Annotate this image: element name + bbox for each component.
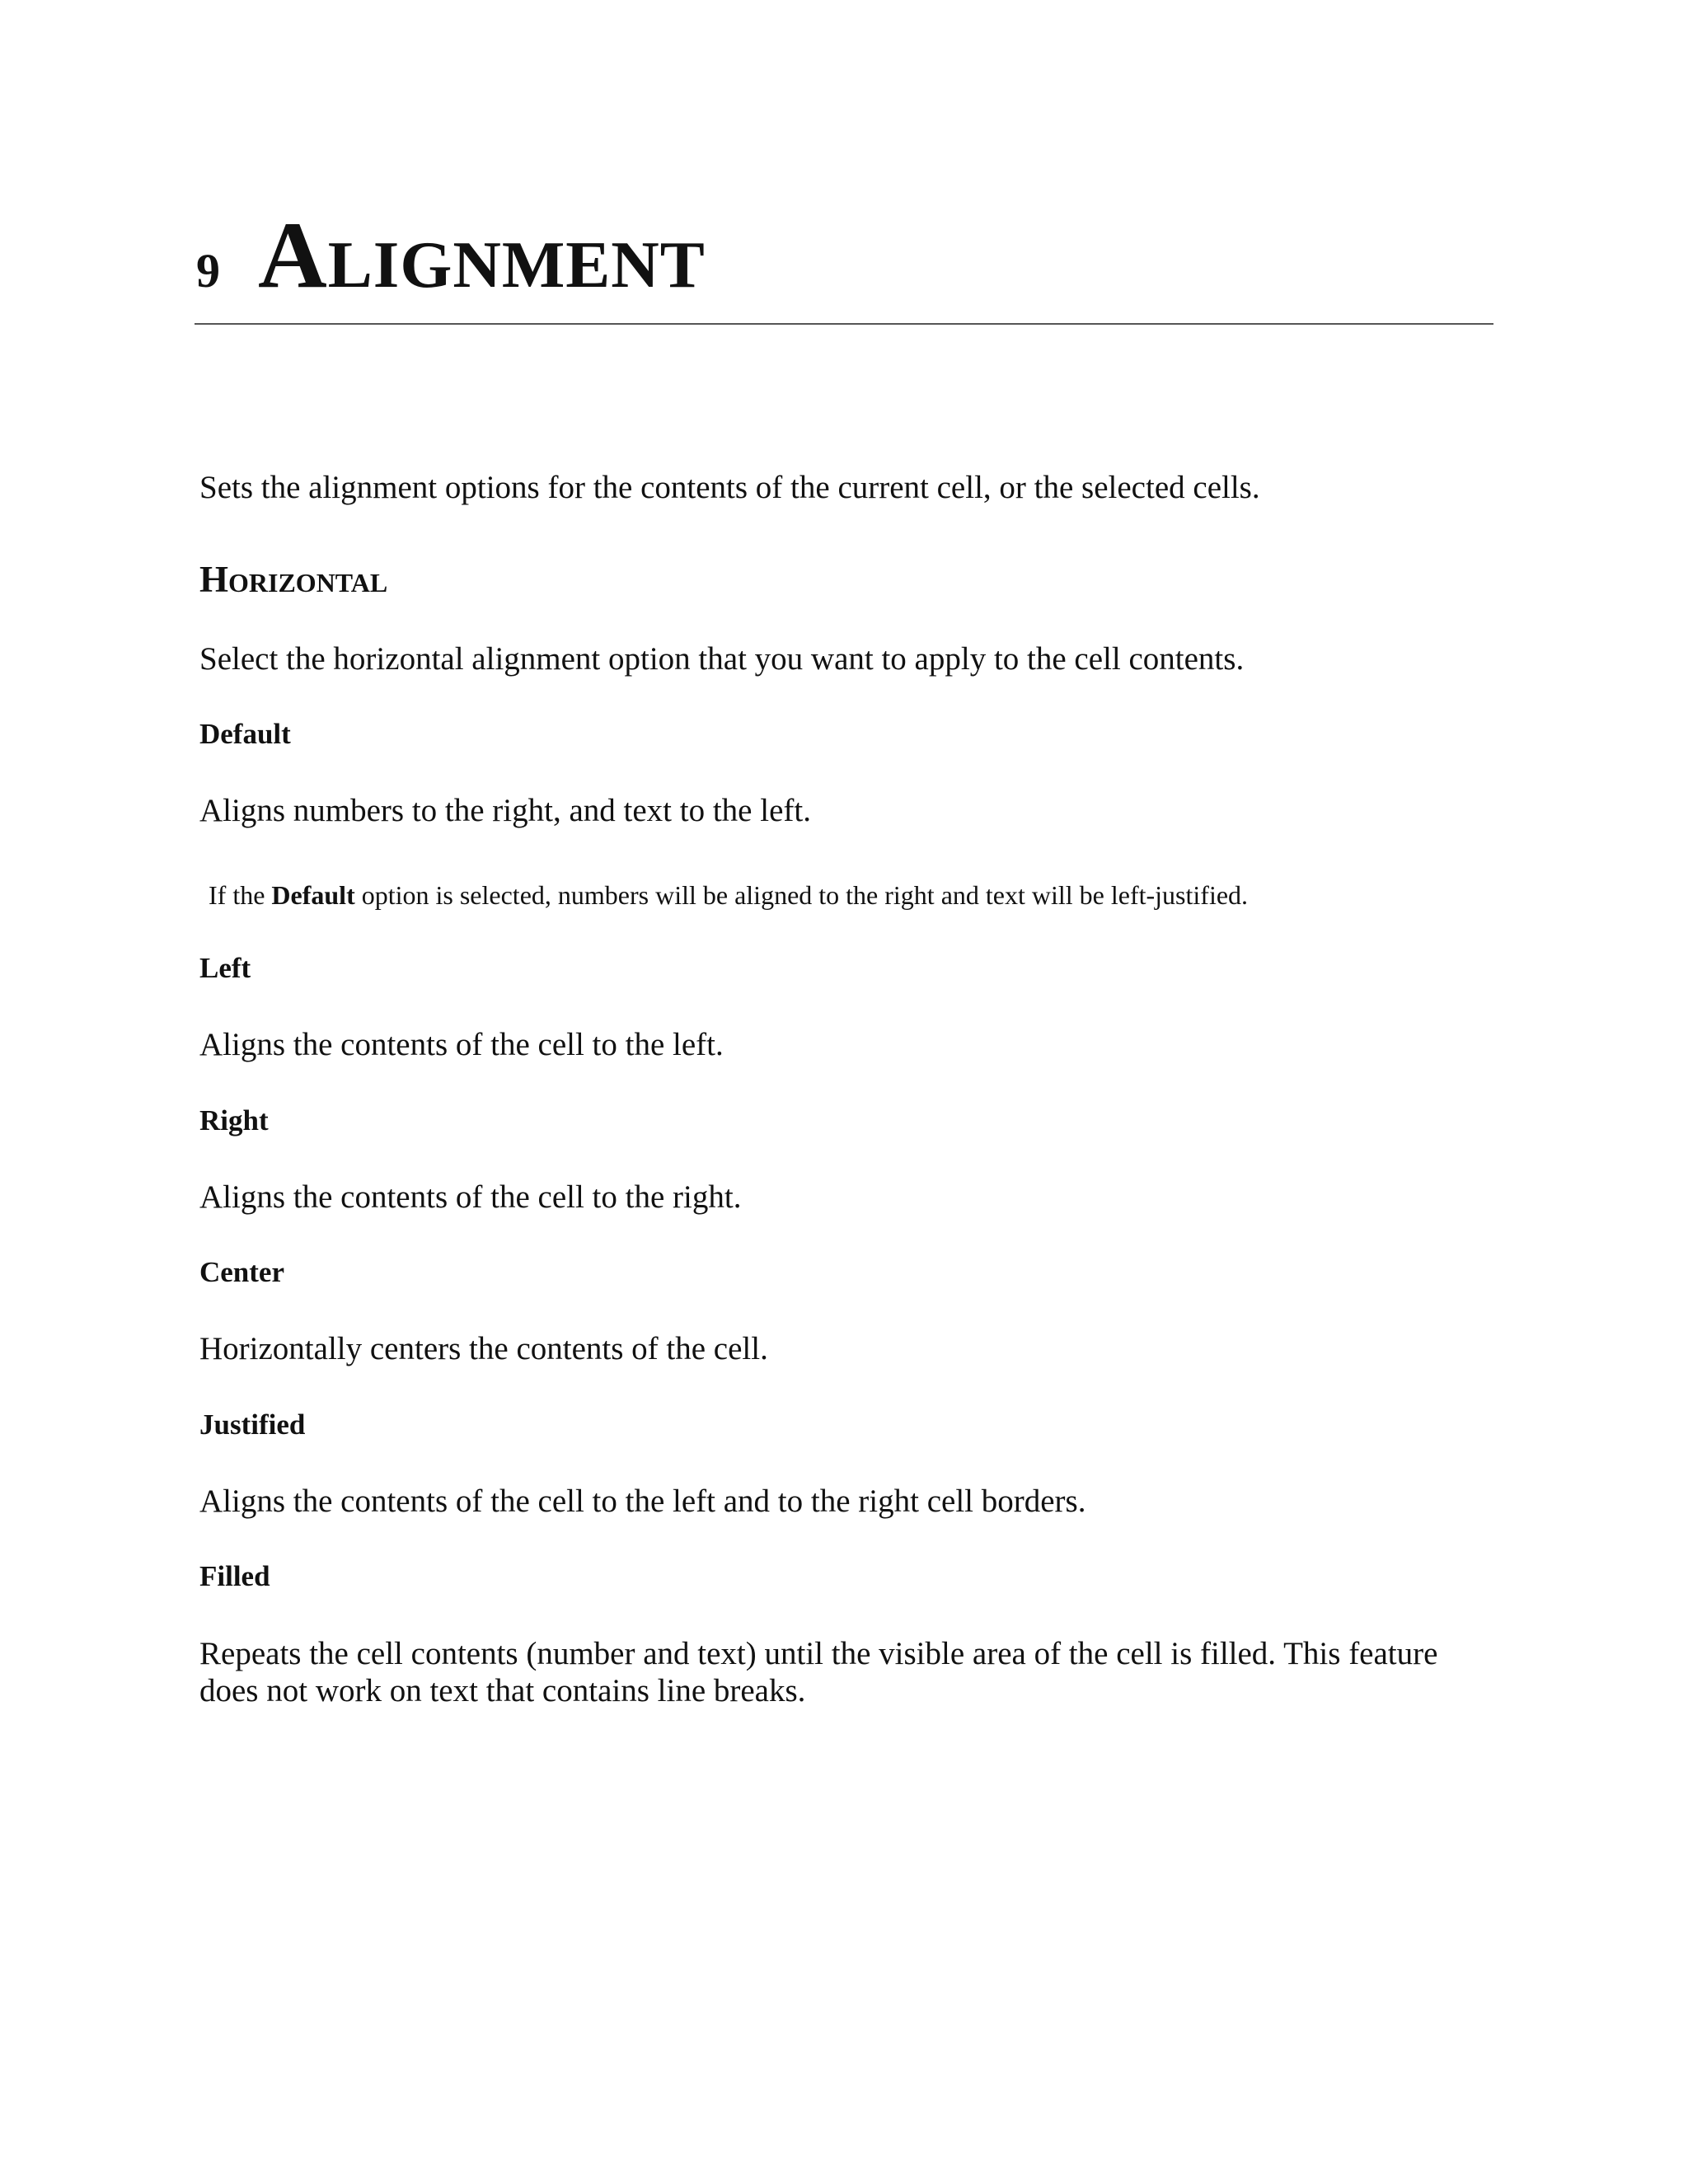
option-description-default: Aligns numbers to the right, and text to the left.	[199, 793, 811, 828]
option-description-center: Horizontally centers the contents of the cell.	[199, 1331, 768, 1366]
default-note-emphasis: Default	[271, 880, 355, 910]
title-divider	[195, 323, 1493, 325]
option-description-justified: Aligns the contents of the cell to the left and to the right cell borders.	[199, 1483, 1086, 1519]
option-term-left: Left	[199, 952, 251, 984]
option-description-right: Aligns the contents of the cell to the right.	[199, 1179, 742, 1215]
chapter-title	[196, 203, 706, 308]
option-term-justified: Justified	[199, 1408, 306, 1441]
option-term-center: Center	[199, 1256, 285, 1288]
chapter-name: Alignment	[258, 203, 706, 308]
default-note-suffix: option is selected, numbers will be aligned to the right and text will be left-justified.	[354, 880, 1249, 910]
option-description-filled: Repeats the cell contents (number and text) until the visible area of the cell is filled. This feature does not work on text that contains line breaks.	[199, 1636, 1438, 1708]
option-term-filled: Filled	[199, 1560, 270, 1592]
chapter-number: 9	[196, 244, 220, 298]
section-heading-horizontal: Horizontal	[199, 559, 388, 600]
option-description-left: Aligns the contents of the cell to the left.	[199, 1027, 724, 1062]
default-note-prefix: If the	[209, 880, 272, 910]
option-term-default: Default	[199, 718, 291, 750]
default-note	[209, 882, 1248, 908]
option-term-right: Right	[199, 1104, 269, 1137]
section-description: Select the horizontal alignment option that you want to apply to the cell contents.	[199, 641, 1245, 677]
intro-paragraph: Sets the alignment options for the contents of the current cell, or the selected cells.	[199, 470, 1260, 505]
